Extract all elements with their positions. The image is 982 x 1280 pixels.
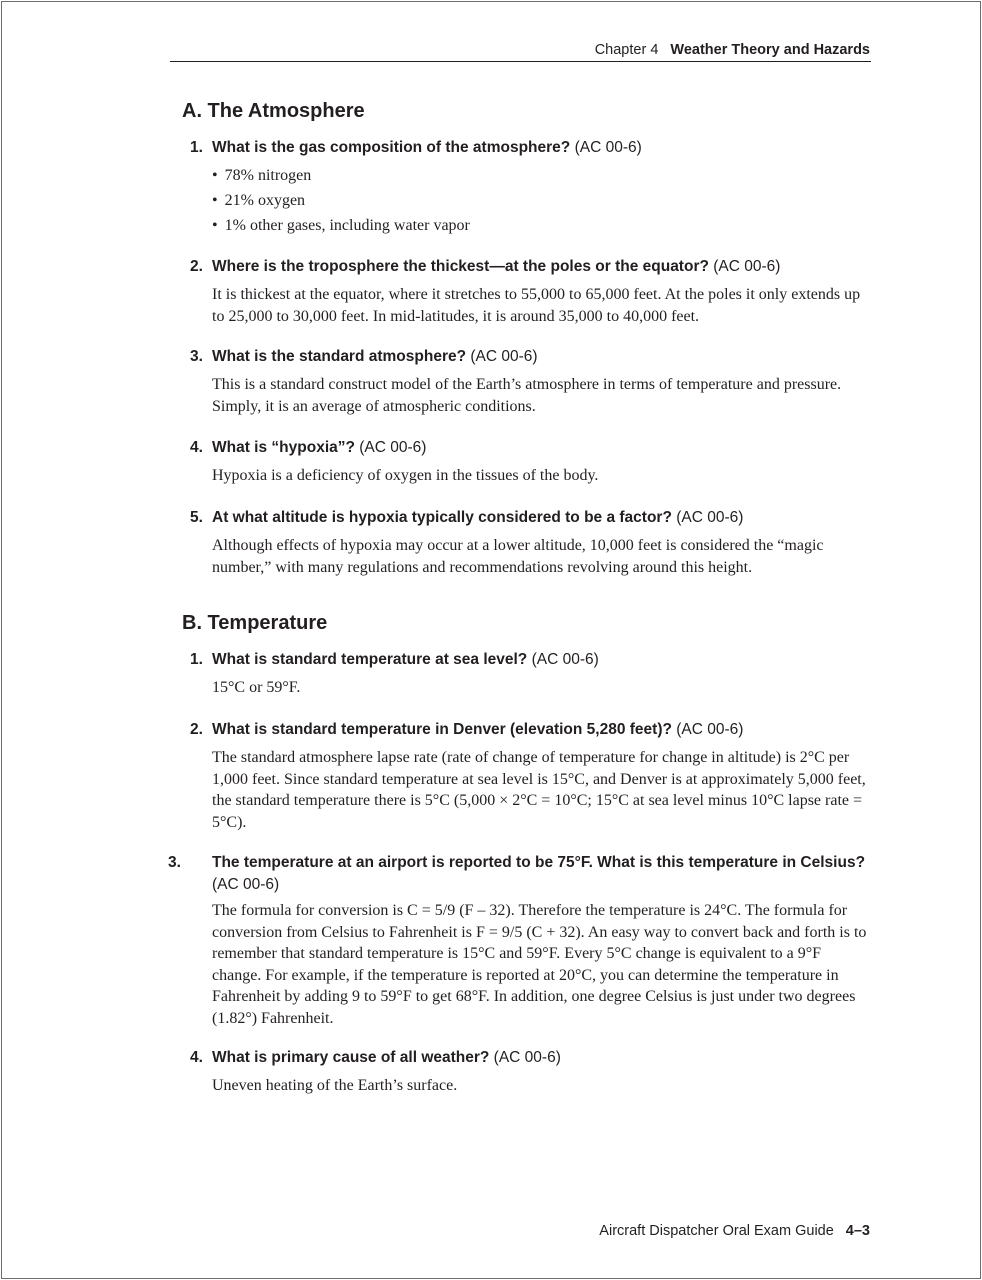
chapter-title: Weather Theory and Hazards [670, 42, 870, 58]
question-b3 [168, 852, 892, 896]
question-reference: (AC 00-6) [466, 348, 538, 365]
answer-b4: Uneven heating of the Earth’s surface. [212, 1077, 458, 1094]
question-a3 [190, 346, 870, 368]
question-text: What is standard temperature in Denver (elevation 5,280 feet)? [212, 721, 672, 738]
question-number: 4. [190, 1049, 203, 1066]
question-text: What is the gas composition of the atmosphere? [212, 139, 571, 156]
header-rule [170, 61, 871, 62]
question-b1 [190, 649, 870, 671]
question-number: 4. [190, 439, 203, 456]
answer-a3: This is a standard construct model of the Earth’s atmosphere in terms of temperature and pressure. Simply, it is an average of atmospheric conditions. [212, 376, 842, 415]
question-number: 3. [190, 348, 203, 365]
question-text: Where is the troposphere the thickest—at the poles or the equator? [212, 258, 709, 275]
answer-b3: The formula for conversion is C = 5/9 (F – 32). Therefore the temperature is 24°C. The formula for conversion from Celsius to Fahrenheit is F = 9/5 (C + 32). An easy way to convert back and forth is to remember that standard temperature is 15°C and 59°F. Every 5°C change is equivalent to a 9°F change. For example, if the temperature is reported at 20°C, you can determine the temperature in Fahrenheit by adding 9 to 59°F to get 68°F. In addition, one degree Celsius is just under two degrees (1.82°) Fahrenheit. [212, 902, 867, 1027]
page-number: 4–3 [845, 1223, 870, 1239]
question-b2 [190, 719, 870, 741]
answer-b2: The standard atmosphere lapse rate (rate of change of temperature for change in altitude) is 2°C per 1,000 feet. Since standard temperature at sea level is 15°C, and Denver is at approximately 5,000 feet, the standard temperature there is 5°C (5,000 × 2°C = 10°C; 15°C at sea level minus 10°C lapse rate = 5°C). [212, 749, 866, 831]
question-reference: (AC 00-6) [570, 139, 642, 156]
answer-a4: Hypoxia is a deficiency of oxygen in the tissues of the body. [212, 467, 599, 484]
question-number: 2. [190, 258, 203, 275]
list-item: • 1% other gases, including water vapor [212, 213, 470, 238]
question-b4 [190, 1047, 870, 1069]
question-text: What is “hypoxia”? [212, 439, 355, 456]
section-heading-atmosphere: A. The Atmosphere [182, 100, 365, 122]
question-number: 3. [168, 854, 181, 871]
question-text: What is the standard atmosphere? [212, 348, 467, 365]
question-number: 1. [190, 651, 203, 668]
book-title: Aircraft Dispatcher Oral Exam Guide [599, 1223, 834, 1239]
question-a4 [190, 437, 870, 459]
question-reference: (AC 00-6) [527, 651, 599, 668]
question-number: 5. [190, 509, 203, 526]
question-text: What is standard temperature at sea level? [212, 651, 528, 668]
running-header [170, 40, 870, 60]
list-item: • 78% nitrogen [212, 163, 470, 188]
question-reference: (AC 00-6) [708, 258, 781, 275]
question-text: At what altitude is hypoxia typically considered to be a factor? [212, 509, 672, 526]
question-number: 2. [190, 721, 203, 738]
question-a2 [190, 256, 870, 278]
question-reference: (AC 00-6) [212, 876, 280, 893]
question-number: 1. [190, 139, 203, 156]
question-reference: (AC 00-6) [671, 721, 744, 738]
question-reference: (AC 00-6) [354, 439, 427, 456]
chapter-label: Chapter 4 [594, 42, 659, 58]
answer-a2: It is thickest at the equator, where it stretches to 55,000 to 65,000 feet. At the poles it only extends up to 25,000 to 30,000 feet. In mid-latitudes, it is around 35,000 to 40,000 feet. [212, 286, 861, 325]
question-text: The temperature at an airport is reported to be 75°F. What is this temperature in Celsius? [212, 854, 866, 871]
question-reference: (AC 00-6) [489, 1049, 561, 1066]
answer-a1-list [212, 163, 470, 238]
running-footer [170, 1221, 870, 1241]
list-item: • 21% oxygen [212, 188, 470, 213]
answer-b1: 15°C or 59°F. [212, 679, 301, 696]
question-a5 [190, 507, 870, 529]
question-reference: (AC 00-6) [671, 509, 744, 526]
answer-a5: Although effects of hypoxia may occur at a lower altitude, 10,000 feet is considered the “magic number,” with many regulations and recommendations revolving around this height. [212, 537, 824, 576]
question-text: What is primary cause of all weather? [212, 1049, 490, 1066]
section-heading-temperature: B. Temperature [182, 612, 328, 634]
question-a1 [190, 137, 870, 159]
